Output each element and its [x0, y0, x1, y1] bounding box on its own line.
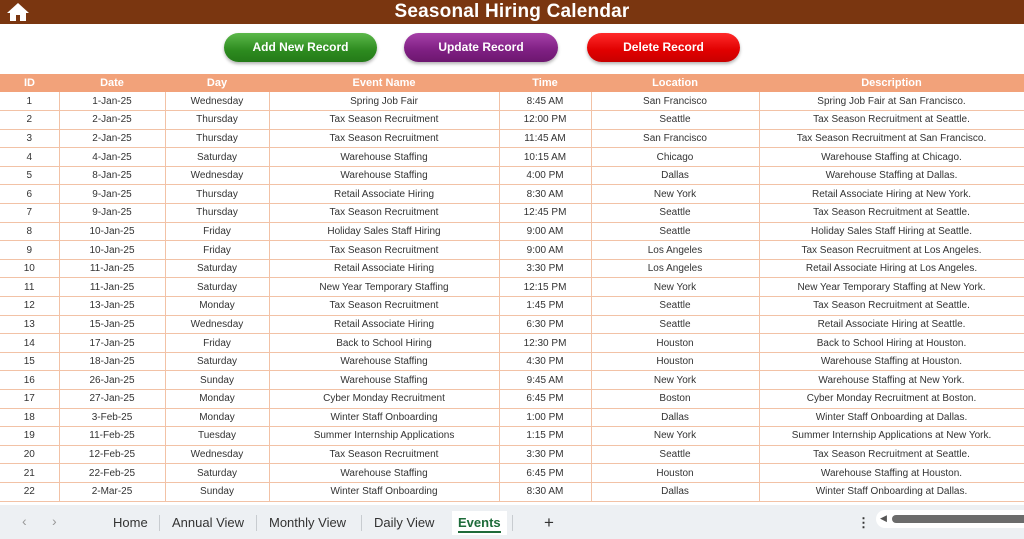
cell-description[interactable]: Winter Staff Onboarding at Dallas.	[759, 408, 1024, 427]
cell-id[interactable]: 13	[0, 315, 59, 334]
cell-location[interactable]: Seattle	[591, 111, 759, 130]
table-row[interactable]	[0, 241, 1024, 260]
cell-description[interactable]: Retail Associate Hiring at New York.	[759, 185, 1024, 204]
cell-day[interactable]: Saturday	[165, 352, 269, 371]
cell-id[interactable]: 21	[0, 464, 59, 483]
cell-location[interactable]: New York	[591, 278, 759, 297]
table-row[interactable]	[0, 166, 1024, 185]
cell-event-name[interactable]: Retail Associate Hiring	[269, 315, 499, 334]
add-sheet-button[interactable]: +	[544, 513, 554, 532]
cell-time[interactable]: 12:45 PM	[499, 204, 591, 223]
cell-location[interactable]: Los Angeles	[591, 241, 759, 260]
page-title: Seasonal Hiring Calendar	[394, 1, 630, 22]
cell-id[interactable]: 19	[0, 427, 59, 446]
cell-description[interactable]: New Year Temporary Staffing at New York.	[759, 278, 1024, 297]
cell-day[interactable]: Thursday	[165, 204, 269, 223]
cell-description[interactable]: Tax Season Recruitment at Los Angeles.	[759, 241, 1024, 260]
cell-description[interactable]: Tax Season Recruitment at Seattle.	[759, 297, 1024, 316]
cell-day[interactable]: Thursday	[165, 129, 269, 148]
table-row[interactable]	[0, 129, 1024, 148]
cell-time[interactable]: 6:30 PM	[499, 315, 591, 334]
cell-date[interactable]: 17-Jan-25	[59, 334, 165, 353]
cell-event-name[interactable]: Back to School Hiring	[269, 334, 499, 353]
cell-location[interactable]: New York	[591, 371, 759, 390]
cell-date[interactable]: 12-Feb-25	[59, 445, 165, 464]
cell-date[interactable]: 11-Jan-25	[59, 259, 165, 278]
cell-id[interactable]: 8	[0, 222, 59, 241]
cell-description[interactable]: Retail Associate Hiring at Seattle.	[759, 315, 1024, 334]
cell-date[interactable]: 27-Jan-25	[59, 390, 165, 409]
cell-day[interactable]: Thursday	[165, 111, 269, 130]
table-row[interactable]	[0, 482, 1024, 501]
cell-event-name[interactable]: Warehouse Staffing	[269, 352, 499, 371]
column-header-time[interactable]: Time	[499, 74, 591, 92]
cell-day[interactable]: Monday	[165, 297, 269, 316]
tab-events[interactable]: Events	[452, 511, 507, 535]
cell-id[interactable]: 14	[0, 334, 59, 353]
cell-time[interactable]: 11:45 AM	[499, 129, 591, 148]
cell-description[interactable]: Spring Job Fair at San Francisco.	[759, 92, 1024, 111]
cell-day[interactable]: Wednesday	[165, 166, 269, 185]
cell-description[interactable]: Retail Associate Hiring at Los Angeles.	[759, 259, 1024, 278]
cell-date[interactable]: 8-Jan-25	[59, 166, 165, 185]
delete-record-button[interactable]: Delete Record	[587, 33, 740, 62]
cell-time[interactable]: 12:00 PM	[499, 111, 591, 130]
cell-event-name[interactable]: Tax Season Recruitment	[269, 297, 499, 316]
table-row[interactable]	[0, 352, 1024, 371]
cell-day[interactable]: Wednesday	[165, 445, 269, 464]
tab-divider	[512, 515, 513, 531]
scrollbar-thumb[interactable]	[892, 515, 1024, 523]
cell-event-name[interactable]: Winter Staff Onboarding	[269, 408, 499, 427]
table-row[interactable]	[0, 278, 1024, 297]
cell-id[interactable]: 5	[0, 166, 59, 185]
cell-event-name[interactable]: Holiday Sales Staff Hiring	[269, 222, 499, 241]
cell-id[interactable]: 22	[0, 482, 59, 501]
cell-location[interactable]: Los Angeles	[591, 259, 759, 278]
cell-date[interactable]: 2-Jan-25	[59, 111, 165, 130]
cell-event-name[interactable]: Cyber Monday Recruitment	[269, 390, 499, 409]
cell-location[interactable]: New York	[591, 185, 759, 204]
cell-time[interactable]: 12:15 PM	[499, 278, 591, 297]
cell-event-name[interactable]: Retail Associate Hiring	[269, 185, 499, 204]
cell-location[interactable]: Houston	[591, 334, 759, 353]
cell-location[interactable]: Dallas	[591, 166, 759, 185]
column-header-location[interactable]: Location	[591, 74, 759, 92]
column-header-description[interactable]: Description	[759, 74, 1024, 92]
cell-day[interactable]: Friday	[165, 222, 269, 241]
table-row[interactable]	[0, 445, 1024, 464]
cell-time[interactable]: 9:00 AM	[499, 241, 591, 260]
cell-location[interactable]: Seattle	[591, 222, 759, 241]
cell-day[interactable]: Saturday	[165, 148, 269, 167]
cell-time[interactable]: 12:30 PM	[499, 334, 591, 353]
cell-day[interactable]: Saturday	[165, 259, 269, 278]
table-row[interactable]	[0, 222, 1024, 241]
cell-id[interactable]: 10	[0, 259, 59, 278]
cell-description[interactable]: Cyber Monday Recruitment at Boston.	[759, 390, 1024, 409]
table-row[interactable]	[0, 185, 1024, 204]
table-row[interactable]	[0, 371, 1024, 390]
column-header-day[interactable]: Day	[165, 74, 269, 92]
column-header-id[interactable]: ID	[0, 74, 59, 92]
cell-description[interactable]: Back to School Hiring at Houston.	[759, 334, 1024, 353]
cell-id[interactable]: 18	[0, 408, 59, 427]
cell-date[interactable]: 13-Jan-25	[59, 297, 165, 316]
cell-id[interactable]: 7	[0, 204, 59, 223]
cell-day[interactable]: Sunday	[165, 371, 269, 390]
table-row[interactable]	[0, 390, 1024, 409]
cell-id[interactable]: 12	[0, 297, 59, 316]
cell-time[interactable]: 4:30 PM	[499, 352, 591, 371]
cell-id[interactable]: 3	[0, 129, 59, 148]
cell-id[interactable]: 16	[0, 371, 59, 390]
cell-time[interactable]: 1:15 PM	[499, 427, 591, 446]
cell-day[interactable]: Friday	[165, 334, 269, 353]
cell-date[interactable]: 9-Jan-25	[59, 204, 165, 223]
scroll-left-arrow-icon[interactable]: ◀	[880, 513, 887, 523]
tab-divider	[159, 515, 160, 531]
cell-event-name[interactable]: Retail Associate Hiring	[269, 259, 499, 278]
table-row[interactable]	[0, 427, 1024, 446]
cell-location[interactable]: Dallas	[591, 408, 759, 427]
cell-date[interactable]: 9-Jan-25	[59, 185, 165, 204]
cell-time[interactable]: 6:45 PM	[499, 390, 591, 409]
cell-event-name[interactable]: Warehouse Staffing	[269, 148, 499, 167]
cell-date[interactable]: 2-Jan-25	[59, 129, 165, 148]
table-row[interactable]	[0, 464, 1024, 483]
cell-event-name[interactable]: Summer Internship Applications	[269, 427, 499, 446]
cell-event-name[interactable]: Tax Season Recruitment	[269, 204, 499, 223]
cell-location[interactable]: Seattle	[591, 297, 759, 316]
cell-day[interactable]: Monday	[165, 408, 269, 427]
cell-event-name[interactable]: New Year Temporary Staffing	[269, 278, 499, 297]
cell-time[interactable]: 3:30 PM	[499, 259, 591, 278]
sheet-tab-bar	[0, 505, 1024, 539]
cell-description[interactable]: Summer Internship Applications at New York.	[759, 427, 1024, 446]
table-row[interactable]	[0, 111, 1024, 130]
cell-time[interactable]: 1:45 PM	[499, 297, 591, 316]
cell-date[interactable]: 4-Jan-25	[59, 148, 165, 167]
cell-id[interactable]: 2	[0, 111, 59, 130]
cell-time[interactable]: 8:30 AM	[499, 185, 591, 204]
tab-monthly-view[interactable]: Monthly View	[269, 515, 347, 530]
cell-event-name[interactable]: Warehouse Staffing	[269, 371, 499, 390]
cell-location[interactable]: Houston	[591, 464, 759, 483]
cell-day[interactable]: Friday	[165, 241, 269, 260]
cell-event-name[interactable]: Tax Season Recruitment	[269, 111, 499, 130]
cell-event-name[interactable]: Winter Staff Onboarding	[269, 482, 499, 501]
cell-description[interactable]: Warehouse Staffing at Houston.	[759, 464, 1024, 483]
cell-time[interactable]: 8:45 AM	[499, 92, 591, 111]
cell-time[interactable]: 9:00 AM	[499, 222, 591, 241]
cell-id[interactable]: 15	[0, 352, 59, 371]
cell-description[interactable]: Tax Season Recruitment at Seattle.	[759, 445, 1024, 464]
cell-date[interactable]: 3-Feb-25	[59, 408, 165, 427]
cell-date[interactable]: 18-Jan-25	[59, 352, 165, 371]
cell-day[interactable]: Tuesday	[165, 427, 269, 446]
cell-id[interactable]: 6	[0, 185, 59, 204]
cell-day[interactable]: Saturday	[165, 278, 269, 297]
table-row[interactable]	[0, 92, 1024, 111]
cell-date[interactable]: 10-Jan-25	[59, 241, 165, 260]
cell-date[interactable]: 22-Feb-25	[59, 464, 165, 483]
update-record-button[interactable]: Update Record	[404, 33, 558, 62]
events-table	[0, 74, 1024, 502]
cell-time[interactable]: 8:30 AM	[499, 482, 591, 501]
cell-description[interactable]: Warehouse Staffing at Chicago.	[759, 148, 1024, 167]
cell-date[interactable]: 1-Jan-25	[59, 92, 165, 111]
cell-location[interactable]: Seattle	[591, 204, 759, 223]
cell-date[interactable]: 11-Jan-25	[59, 278, 165, 297]
table-header-row	[0, 74, 1024, 92]
cell-description[interactable]: Warehouse Staffing at Dallas.	[759, 166, 1024, 185]
cell-date[interactable]: 2-Mar-25	[59, 482, 165, 501]
cell-time[interactable]: 3:30 PM	[499, 445, 591, 464]
table-row[interactable]	[0, 297, 1024, 316]
cell-description[interactable]: Warehouse Staffing at New York.	[759, 371, 1024, 390]
add-new-record-button[interactable]: Add New Record	[224, 33, 377, 62]
cell-event-name[interactable]: Tax Season Recruitment	[269, 445, 499, 464]
cell-id[interactable]: 11	[0, 278, 59, 297]
cell-day[interactable]: Monday	[165, 390, 269, 409]
cell-description[interactable]: Holiday Sales Staff Hiring at Seattle.	[759, 222, 1024, 241]
cell-location[interactable]: Seattle	[591, 445, 759, 464]
cell-event-name[interactable]: Spring Job Fair	[269, 92, 499, 111]
cell-day[interactable]: Sunday	[165, 482, 269, 501]
title-bar	[0, 0, 1024, 24]
cell-day[interactable]: Saturday	[165, 464, 269, 483]
cell-event-name[interactable]: Warehouse Staffing	[269, 166, 499, 185]
table-row[interactable]	[0, 259, 1024, 278]
table-row[interactable]	[0, 315, 1024, 334]
cell-time[interactable]: 4:00 PM	[499, 166, 591, 185]
cell-date[interactable]: 26-Jan-25	[59, 371, 165, 390]
column-header-event-name[interactable]: Event Name	[269, 74, 499, 92]
more-options-icon[interactable]: ⋮	[857, 515, 870, 530]
cell-id[interactable]: 1	[0, 92, 59, 111]
cell-description[interactable]: Tax Season Recruitment at Seattle.	[759, 111, 1024, 130]
cell-date[interactable]: 11-Feb-25	[59, 427, 165, 446]
cell-time[interactable]: 1:00 PM	[499, 408, 591, 427]
cell-day[interactable]: Wednesday	[165, 92, 269, 111]
cell-id[interactable]: 20	[0, 445, 59, 464]
cell-description[interactable]: Tax Season Recruitment at San Francisco.	[759, 129, 1024, 148]
cell-location[interactable]: Dallas	[591, 482, 759, 501]
cell-time[interactable]: 9:45 AM	[499, 371, 591, 390]
table-row[interactable]	[0, 408, 1024, 427]
cell-location[interactable]: Chicago	[591, 148, 759, 167]
cell-location[interactable]: Boston	[591, 390, 759, 409]
cell-event-name[interactable]: Warehouse Staffing	[269, 464, 499, 483]
cell-location[interactable]: San Francisco	[591, 129, 759, 148]
cell-date[interactable]: 15-Jan-25	[59, 315, 165, 334]
cell-location[interactable]: Houston	[591, 352, 759, 371]
cell-day[interactable]: Thursday	[165, 185, 269, 204]
cell-location[interactable]: Seattle	[591, 315, 759, 334]
cell-location[interactable]: New York	[591, 427, 759, 446]
table-row[interactable]	[0, 334, 1024, 353]
cell-description[interactable]: Tax Season Recruitment at Seattle.	[759, 204, 1024, 223]
tab-divider	[361, 515, 362, 531]
cell-day[interactable]: Wednesday	[165, 315, 269, 334]
cell-event-name[interactable]: Tax Season Recruitment	[269, 129, 499, 148]
cell-time[interactable]: 10:15 AM	[499, 148, 591, 167]
cell-time[interactable]: 6:45 PM	[499, 464, 591, 483]
column-header-date[interactable]: Date	[59, 74, 165, 92]
tab-home[interactable]: Home	[113, 515, 148, 530]
cell-description[interactable]: Winter Staff Onboarding at Dallas.	[759, 482, 1024, 501]
table-row[interactable]	[0, 148, 1024, 167]
cell-id[interactable]: 4	[0, 148, 59, 167]
next-sheet-arrow-icon[interactable]: ›	[52, 513, 57, 529]
cell-id[interactable]: 17	[0, 390, 59, 409]
tab-divider	[256, 515, 257, 531]
cell-date[interactable]: 10-Jan-25	[59, 222, 165, 241]
cell-description[interactable]: Warehouse Staffing at Houston.	[759, 352, 1024, 371]
tab-annual-view[interactable]: Annual View	[172, 515, 245, 530]
cell-id[interactable]: 9	[0, 241, 59, 260]
cell-location[interactable]: San Francisco	[591, 92, 759, 111]
tab-daily-view[interactable]: Daily View	[374, 515, 435, 530]
prev-sheet-arrow-icon[interactable]: ‹	[22, 513, 27, 529]
table-body	[0, 92, 1024, 501]
table-row[interactable]	[0, 204, 1024, 223]
cell-event-name[interactable]: Tax Season Recruitment	[269, 241, 499, 260]
